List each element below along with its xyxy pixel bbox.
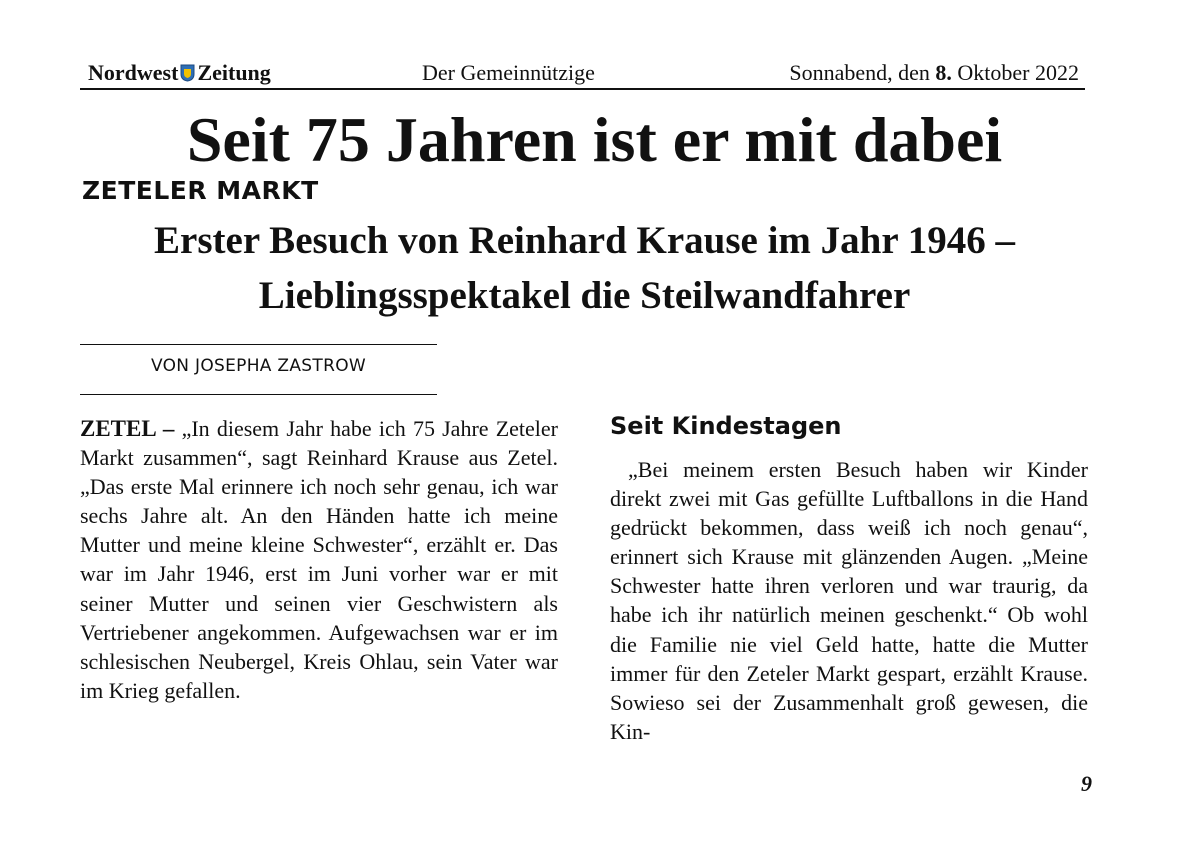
- body-text-col2: „Bei meinem ersten Besuch haben wir Kinder direkt zwei mit Gas gefüllte Luftballons in die Hand gedrückt bekommen, dass weiß ich noch genau“, erinnert sich Krause mit glänzenden Augen. „Meine Schwester hatte ihren verloren und war traurig, da habe ich ihr natürlich meinen geschenkt.“ Ob wohl die Familie nie viel Geld hatte, hatte die Mutter immer für den Zeteler Markt gespart, erzählt Krause. Sowieso sei der Zusammenhalt groß gewesen, die Kin-: [610, 457, 1088, 744]
- article-kicker: ZETELER MARKT: [82, 176, 319, 205]
- crest-icon: [180, 64, 195, 82]
- subhead-line-2: Lieblingsspektakel die Steilwandfahrer: [258, 274, 911, 317]
- article-subhead: [60, 213, 1109, 323]
- body-text-col1: „In diesem Jahr habe ich 75 Jahre Zeteler Markt zusammen“, sagt Reinhard Krause aus Zetel. „Das erste Mal erinnere ich noch sehr genau, ich war sechs Jahre alt. An den Händen hatte ich meine Mutter und meine kleine Schwester“, erzählt er. Das war im Jahr 1946, erst im Juni vorher war er mit seiner Mutter und seinen vier Geschwistern als Vertriebener angekommen. Aufgewachsen war er im schlesischen Neubergel, Kreis Ohlau, sein Vater war im Krieg gefallen.: [80, 416, 559, 703]
- byline: VON JOSEPHA ZASTROW: [151, 356, 366, 376]
- byline-rule-bottom: [80, 394, 437, 395]
- masthead: [80, 58, 1085, 90]
- newspaper-name: [88, 60, 271, 86]
- article-column-2: [610, 455, 1088, 746]
- byline-rule-top: [80, 344, 437, 345]
- issue-date: [789, 60, 1079, 86]
- date-day: 8.: [935, 60, 952, 85]
- article-column-1: [80, 414, 558, 705]
- page-number: 9: [1081, 771, 1092, 796]
- date-prefix: Sonnabend, den: [789, 60, 930, 85]
- section-name: Der Gemeinnützige: [422, 60, 595, 85]
- date-rest: Oktober 2022: [957, 60, 1079, 85]
- paper-name-part2: Zeitung: [197, 60, 271, 85]
- subhead-line-1: Erster Besuch von Reinhard Krause im Jahr 1946 –: [154, 219, 1015, 262]
- article-headline: Seit 75 Jahren ist er mit dabei: [186, 104, 1003, 175]
- dateline: ZETEL –: [80, 416, 175, 441]
- section-heading: Seit Kindestagen: [610, 412, 842, 440]
- paper-name-part1: Nordwest: [88, 60, 179, 85]
